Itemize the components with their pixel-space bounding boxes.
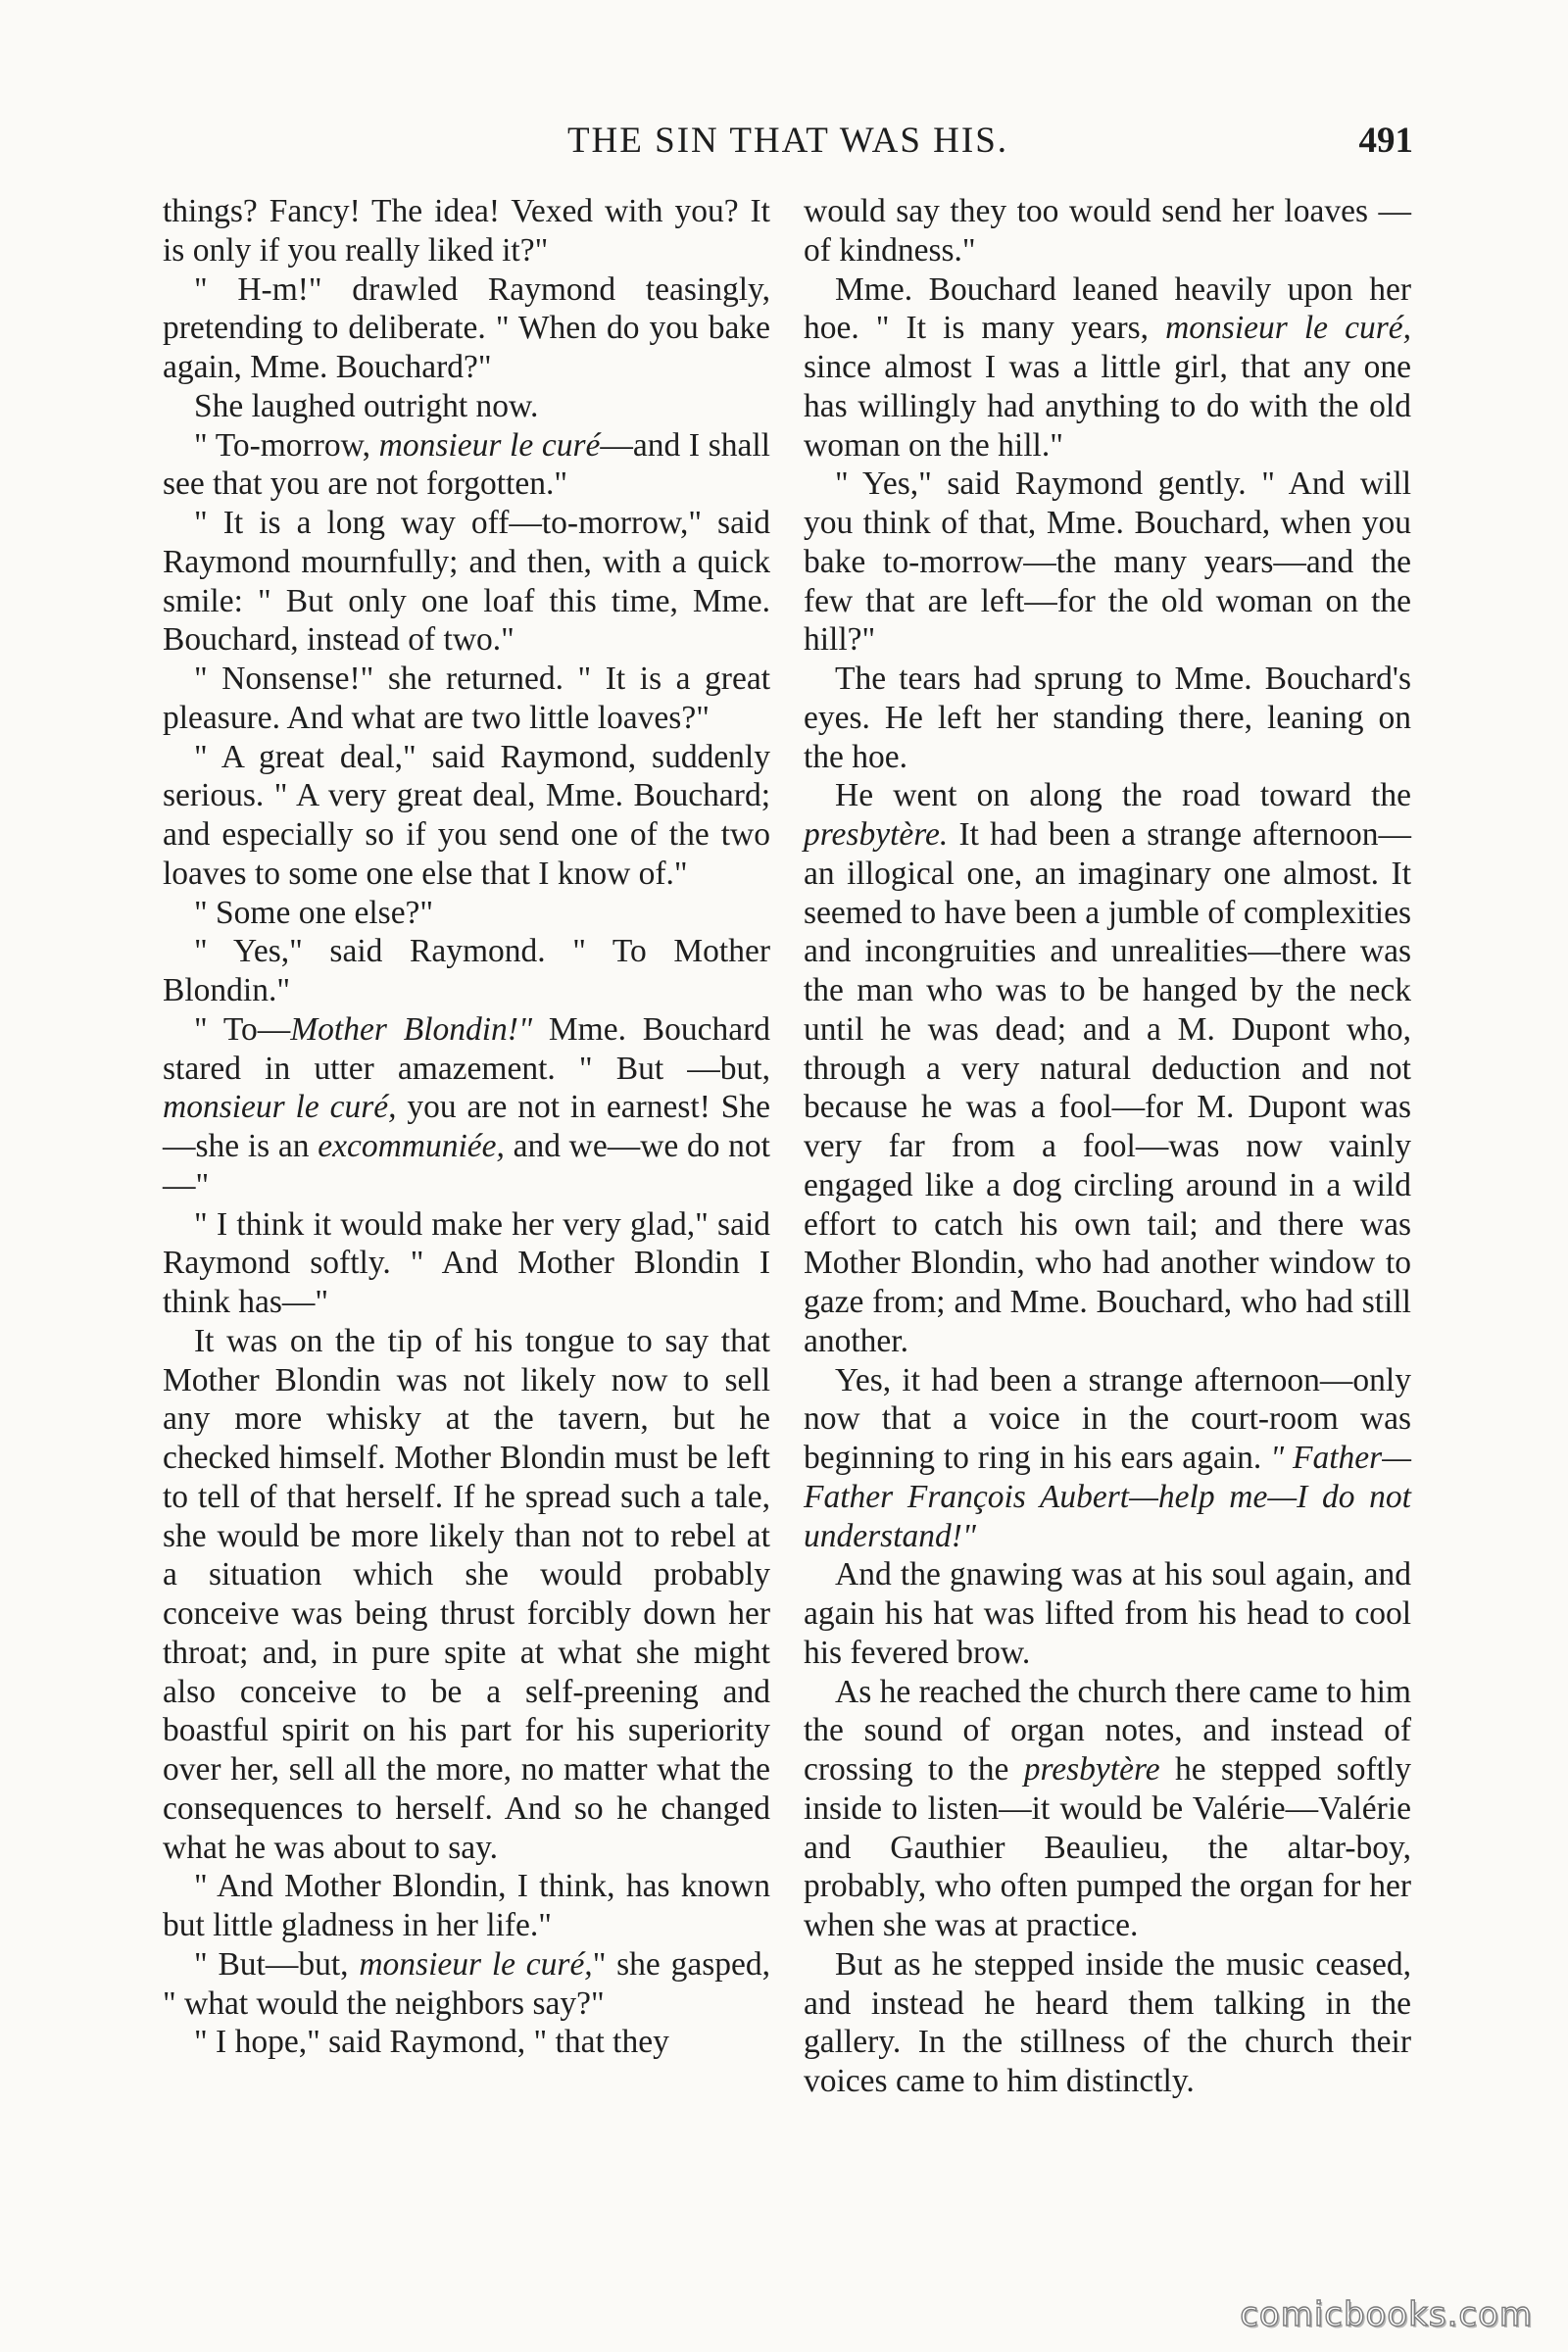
italic-text: monsieur le curé, — [359, 1945, 593, 1983]
text-run: It had been a strange afternoon—an illogical one, an imaginary one almost. It seemed to have been a jumble of complexities and incongruities and unrealities—there was the man who was to be hanged by the neck until he was dead; and a M. Dupont who, through a very natural deduction and not because he was a fool—for M. Dupont was very far from a fool—was now vainly engaged like a dog circling around in a wild effort to catch his own tail; and there was Mother Blondin, who had another window to gaze from; and Mme. Bouchard, who had still another. — [804, 816, 1411, 1359]
paragraph: " A great deal," said Raymond, suddenly serious. " A very great deal, Mme. Bouchard; and especially so if you send one of the two loaves to some one else that I know of." — [163, 738, 770, 892]
paragraph: " And Mother Blondin, I think, has known but little gladness in her life." — [163, 1868, 770, 1943]
italic-text: monsieur le curé — [378, 426, 601, 464]
paragraph — [804, 1673, 1411, 1945]
paragraph: would say they too would send her loaves —of kindness." — [804, 193, 1411, 269]
text-run: you are not in earnest! She—she is an — [163, 1089, 770, 1164]
paragraph: " Yes," said Raymond. " To Mother Blondin." — [163, 933, 770, 1008]
paragraph: " Yes," said Raymond gently. " And will you think of that, Mme. Bouchard, when you bake to-morrow—the many years—and the few that are left—for the old woman on the hill?" — [804, 466, 1411, 659]
italic-text: excommuniée, — [318, 1128, 505, 1164]
paragraph: But as he stepped inside the music ceased, and instead he heard them talking in the gallery. In the stillness of the church their voices came to him distinctly. — [804, 1945, 1411, 2099]
paragraph — [163, 1010, 770, 1205]
paragraph: And the gnawing was at his soul again, and again his hat was lifted from his head to cool his fevered brow. — [804, 1556, 1411, 1671]
paragraph — [804, 270, 1411, 466]
paragraph — [163, 1945, 770, 2024]
text-run: Mme. Bouchard leaned heavily upon her hoe. " It is many years, — [804, 270, 1411, 347]
right-column — [804, 192, 1411, 2101]
italic-text: monsieur le curé, — [1165, 310, 1411, 347]
watermark-logo: comicbooks.com — [1240, 2295, 1533, 2334]
text-run: Mme. Bouchard stared in utter amazement. " But —but, — [163, 1010, 771, 1087]
left-column — [163, 192, 770, 2062]
running-head — [163, 120, 1413, 169]
paragraph: " H-m!" drawled Raymond teasingly, pretending to deliberate. " When do you bake again, Mme. Bouchard?" — [163, 270, 770, 385]
text-run: Yes, it had been a strange afternoon—only now that a voice in the court-room was beginning to ring in his ears again. — [804, 1361, 1411, 1476]
paragraph: things? Fancy! The idea! Vexed with you? It is only if you really liked it?" — [163, 193, 770, 269]
italic-text: presbytère — [1023, 1751, 1160, 1788]
running-head-title: THE SIN THAT WAS HIS. — [566, 121, 1009, 161]
text-run: and we—we do not—" — [163, 1128, 770, 1203]
page-number: 491 — [1358, 121, 1413, 161]
paragraph: " I hope," said Raymond, " that they — [194, 2024, 669, 2061]
text-run: —and I shall see that you are not forgotten." — [163, 426, 770, 503]
paragraph: " It is a long way off—to-morrow," said Raymond mournfully; and then, with a quick smile: " But only one loaf this time, Mme. Bouchard, instead of two." — [163, 505, 770, 659]
paragraph — [804, 1361, 1411, 1556]
paragraph: The tears had sprung to Mme. Bouchard's eyes. He left her standing there, leaning on the hoe. — [804, 661, 1411, 775]
paragraph: It was on the tip of his tongue to say that Mother Blondin was not likely now to sell any more whisky at the tavern, but he checked himself. Mother Blondin must be left to tell of that herself. If he spread such a tale, she would be more likely than not to rebel at a situation which she would probably conceive was being thrust forcibly down her throat; and, in pure spite at what she might also conceive to be a self-preening and boastful spirit on his part for his superiority over her, sell all the more, no matter what the consequences to herself. And so he changed what he was about to say. — [163, 1322, 770, 1866]
text-run: " To— — [194, 1010, 291, 1048]
text-run: " But—but, — [194, 1945, 360, 1983]
paragraph: " Nonsense!" she returned. " It is a great pleasure. And what are two little loaves?" — [163, 661, 770, 736]
text-run: He went on along the road toward the — [835, 777, 1411, 814]
italic-text: " Father—Father François Aubert—help me—I do not understand!" — [804, 1440, 1411, 1554]
paragraph: She laughed outright now. — [194, 387, 539, 424]
text-run: " To-morrow, — [194, 426, 379, 464]
paragraph — [804, 776, 1411, 1360]
italic-text: Mother Blondin!" — [290, 1010, 533, 1048]
text-run: " she gasped, " what would the neighbors say?" — [163, 1945, 770, 2022]
italic-text: monsieur le curé, — [163, 1089, 397, 1126]
paragraph — [163, 426, 770, 505]
paragraph: " I think it would make her very glad," said Raymond softly. " And Mother Blondin I think has—" — [163, 1205, 770, 1320]
text-run: he stepped softly inside to listen—it would be Valérie—Valérie and Gauthier Beaulieu, the altar-boy, probably, who often pumped the organ for her when she was at practice. — [804, 1751, 1412, 1943]
text-run: since almost I was a little girl, that any one has willingly had anything to do with the old woman on the hill." — [804, 349, 1411, 464]
italic-text: presbytère. — [804, 816, 949, 853]
paragraph: " Some one else?" — [194, 894, 434, 931]
text-run: As he reached the church there came to him the sound of organ notes, and instead of crossing to the — [804, 1673, 1411, 1788]
